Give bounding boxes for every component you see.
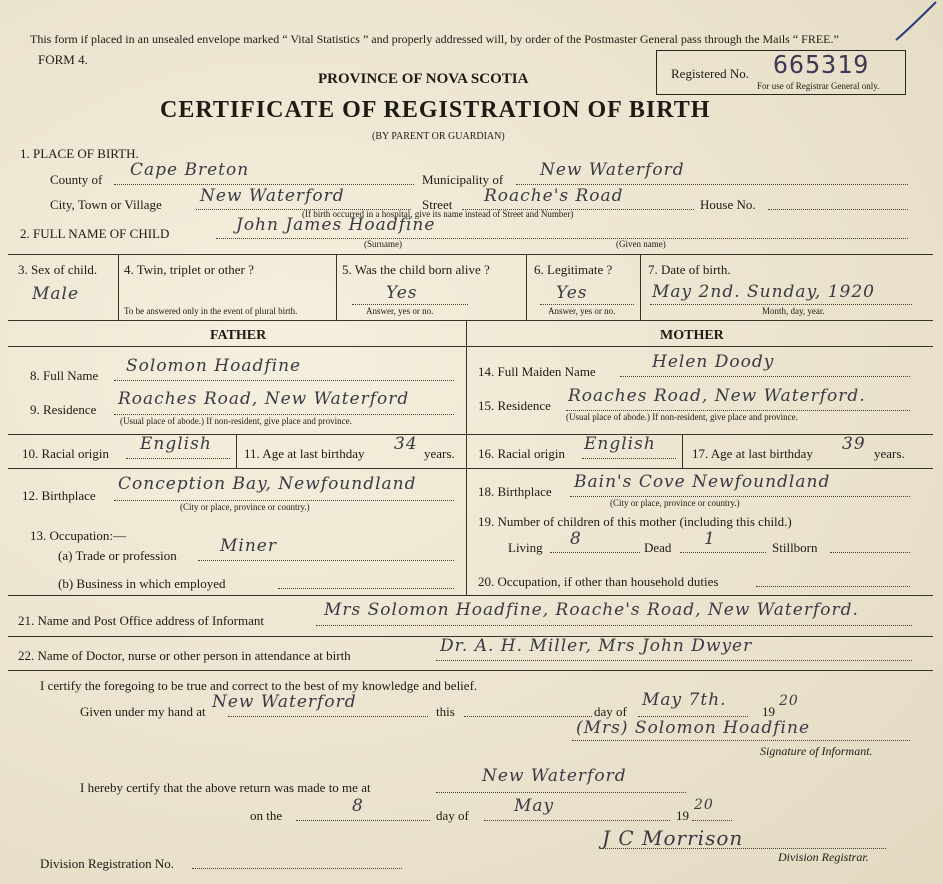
dead-line [680,552,766,553]
born-alive-label: 5. Was the child born alive ? [342,262,490,277]
legitimate-label: 6. Legitimate ? [534,262,613,277]
informant-value: Mrs Solomon Hoadfine, Roache's Road, New Waterford. [324,600,859,620]
mother-age-value: 39 [842,434,866,454]
grid-line [8,346,933,347]
father-heading: FATHER [210,328,267,343]
municipality-value: New Waterford [540,160,685,180]
informant-line [316,625,912,626]
certify-statement: I certify the foregoing to be true and correct to the best of my knowledge and belief. [40,678,478,693]
city-value: New Waterford [200,186,345,206]
doctor-label: 22. Name of Doctor, nurse or other person in attendance at birth [18,648,351,663]
house-number-label: House No. [700,197,756,212]
mother-birthplace-value: Bain's Cove Newfoundland [574,472,831,492]
registrar-label: Division Registrar. [778,850,869,864]
father-age-value: 34 [394,434,418,454]
grid-line [8,468,933,469]
trade-value: Miner [220,536,277,556]
mother-residence-line [566,410,910,411]
doctor-line [436,660,912,661]
grid-line [8,670,933,671]
registrar-year-value: 20 [694,797,714,813]
grid-line [236,434,237,468]
father-racial-label: 10. Racial origin [22,446,110,461]
father-racial-line [126,458,230,459]
trade-label: (a) Trade or profession [58,548,177,563]
page-subtitle: (BY PARENT OR GUARDIAN) [372,131,505,142]
twin-label: 4. Twin, triplet or other ? [124,262,254,277]
father-residence-label: 9. Residence [30,402,97,417]
this-day-line [464,716,592,717]
mother-name-label: 14. Full Maiden Name [478,364,596,379]
child-name-label: 2. FULL NAME OF CHILD [20,226,170,241]
hospital-note: (If birth occurred in a hospital, give its name instead of Street and Number) [302,209,574,219]
child-name-line [216,238,908,239]
county-value: Cape Breton [130,160,250,180]
born-alive-value: Yes [386,283,418,303]
grid-line [118,254,119,320]
informant-signature-line [572,740,910,741]
business-line [278,588,454,589]
grid-line [8,595,933,596]
registrar-year-line [692,820,732,821]
date-of-birth-label: 7. Date of birth. [648,262,731,277]
month-line [638,716,748,717]
mother-age-label: 17. Age at last birthday [692,446,813,461]
legitimate-value: Yes [556,283,588,303]
children-count-label: 19. Number of children of this mother (including this child.) [478,514,792,529]
given-place-value: New Waterford [212,692,357,712]
father-residence-note: (Usual place of abode.) If non-resident, give place and province. [120,416,352,426]
given-name-note: (Given name) [616,239,666,249]
dead-label: Dead [644,540,672,555]
father-age-label: 11. Age at last birthday [244,446,365,461]
registrar-statement: I hereby certify that the above return was made to me at [80,780,371,795]
father-age-years: years. [424,446,455,461]
grid-line [336,254,337,320]
mother-birthplace-note: (City or place, province or country.) [610,498,740,508]
registrar-place-value: New Waterford [482,766,627,786]
grid-line [526,254,527,320]
registered-number-box [656,50,906,95]
certify-date-value: May 7th. [642,690,727,710]
grid-line [682,434,683,468]
mother-name-line [620,376,910,377]
mother-racial-label: 16. Racial origin [478,446,566,461]
form-number: FORM 4. [38,52,88,67]
legitimate-line [540,304,634,305]
father-birthplace-label: 12. Birthplace [22,488,96,503]
mother-age-years: years. [874,446,905,461]
father-racial-value: English [140,434,212,454]
date-of-birth-line [650,304,912,305]
mother-birthplace-line [570,496,910,497]
father-birthplace-line [114,500,454,501]
date-of-birth-value: May 2nd. Sunday, 1920 [652,282,875,302]
street-value: Roache's Road [484,186,624,206]
father-birthplace-note: (City or place, province or country.) [180,502,310,512]
mother-residence-label: 15. Residence [478,398,551,413]
born-alive-note: Answer, yes or no. [366,306,434,316]
father-name-line [114,380,454,381]
registrar-place-line [436,792,686,793]
day-of-label: day of [594,704,627,719]
living-line [550,552,640,553]
registrar-signature: J C Morrison [602,826,744,850]
informant-signature-label: Signature of Informant. [760,744,873,758]
occupation-label: 13. Occupation:— [30,528,127,543]
registered-number: 665319 [773,50,870,79]
division-number-line [192,868,402,869]
legitimate-note: Answer, yes or no. [548,306,616,316]
registrar-day-line [296,820,430,821]
sex-label: 3. Sex of child. [18,262,98,277]
mother-racial-value: English [584,434,656,454]
twin-note: To be answered only in the event of plural birth. [124,306,298,316]
child-name-value: John James Hoadfine [236,215,436,235]
living-value: 8 [570,529,582,549]
registrar-day-of-label: day of [436,808,469,823]
father-birthplace-value: Conception Bay, Newfoundland [118,474,417,494]
registrar-signature-line [600,848,886,849]
city-label: City, Town or Village [50,197,162,212]
father-name-label: 8. Full Name [30,368,99,383]
trade-line [198,560,454,561]
county-label: County of [50,172,103,187]
given-under-label: Given under my hand at [80,704,206,719]
business-label: (b) Business in which employed [58,576,226,591]
certify-year-prefix: 19 [762,704,775,719]
born-alive-line [352,304,468,305]
mother-occupation-label: 20. Occupation, if other than household duties [478,574,719,589]
given-place-line [228,716,428,717]
informant-label: 21. Name and Post Office address of Informant [18,613,264,628]
registrar-month-value: May [514,796,555,816]
county-line [114,184,414,185]
stillborn-label: Stillborn [772,540,818,555]
municipality-label: Municipality of [422,172,504,187]
grid-line [640,254,641,320]
certify-year-value: 20 [779,693,799,709]
municipality-line [516,184,908,185]
informant-signature: (Mrs) Solomon Hoadfine [576,718,811,738]
street-label: Street [422,197,453,212]
mother-heading: MOTHER [660,328,724,343]
grid-line [8,254,933,255]
page-title: CERTIFICATE OF REGISTRATION OF BIRTH [160,97,711,123]
mother-birthplace-label: 18. Birthplace [478,484,552,499]
father-name-value: Solomon Hoadfine [126,356,302,376]
stillborn-line [830,552,910,553]
dead-value: 1 [704,529,716,549]
living-label: Living [508,540,543,555]
this-label: this [436,704,455,719]
place-of-birth-heading: 1. PLACE OF BIRTH. [20,146,139,161]
mother-residence-note: (Usual place of abode.) If non-resident, give place and province. [566,412,798,422]
registered-label: Registered No. [671,66,749,81]
mother-occupation-line [756,586,910,587]
on-the-label: on the [250,808,283,823]
registered-note: For use of Registrar General only. [757,81,880,91]
mother-name-value: Helen Doody [652,352,775,372]
doctor-value: Dr. A. H. Miller, Mrs John Dwyer [440,636,753,656]
mother-residence-value: Roaches Road, New Waterford. [568,386,866,406]
registrar-day-value: 8 [352,796,364,816]
province-heading: PROVINCE OF NOVA SCOTIA [318,71,529,87]
grid-line [8,320,933,321]
sex-value: Male [32,284,80,304]
ink-stroke [890,0,940,46]
registrar-year-prefix: 19 [676,808,689,823]
house-number-line [768,209,908,210]
division-number-label: Division Registration No. [40,856,174,871]
registrar-month-line [484,820,670,821]
date-of-birth-note: Month, day, year. [762,306,825,316]
surname-note: (Surname) [364,239,402,249]
father-residence-line [114,414,454,415]
mother-racial-line [582,458,676,459]
postal-notice: This form if placed in an unsealed envelope marked “ Vital Statistics ” and properly addressed will, by order of the Postmaster General pass through the Mails “ FREE.” [30,32,839,46]
grid-line [466,320,467,595]
father-residence-value: Roaches Road, New Waterford [118,389,410,409]
